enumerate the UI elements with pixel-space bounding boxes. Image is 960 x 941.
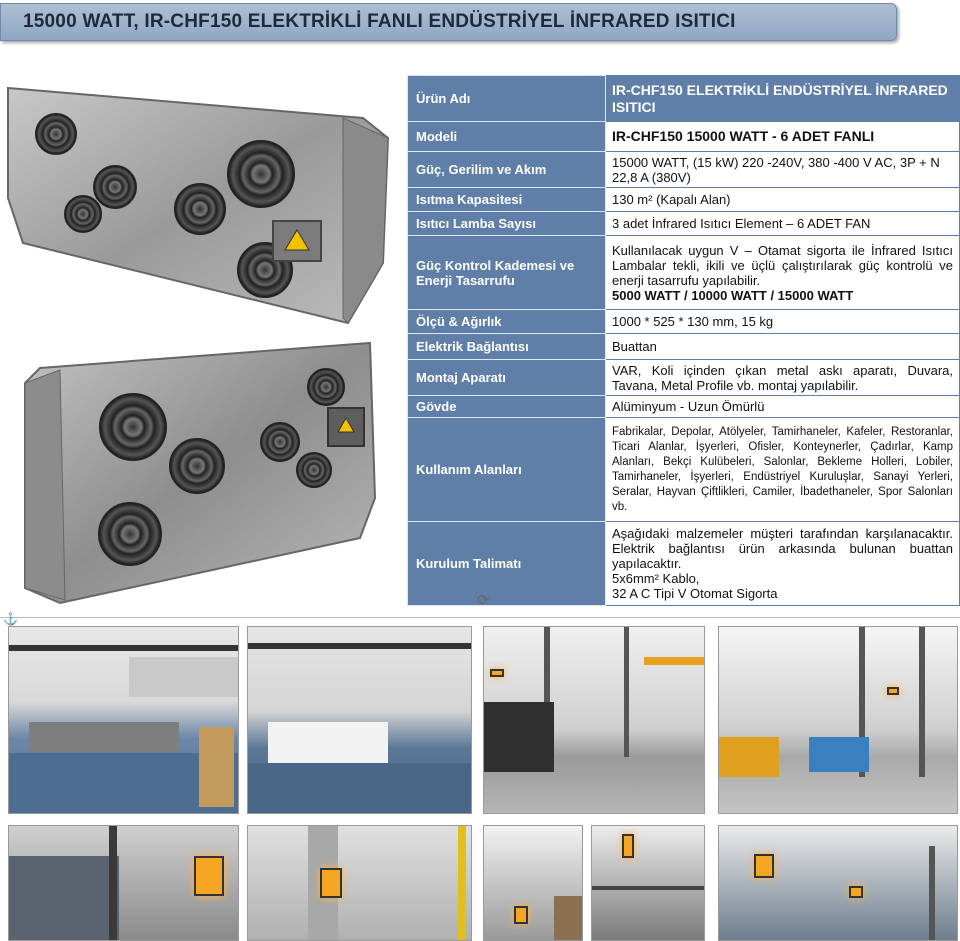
install-photo — [591, 825, 705, 941]
table-row — [408, 212, 960, 236]
row-value: VAR, Koli içinden çıkan metal askı aparatı, Duvara, Tavana, Metal Profile vb. montaj yapılabilir. — [606, 360, 960, 396]
install-photo — [483, 825, 583, 941]
product-image-top — [3, 78, 393, 328]
power-levels: 5000 WATT / 10000 WATT / 15000 WATT — [612, 287, 854, 303]
row-label: Kurulum Talimatı — [408, 522, 606, 606]
row-label: Ürün Adı — [408, 76, 606, 122]
heater-top-illustration — [3, 78, 393, 328]
heater-bottom-illustration — [20, 338, 380, 608]
install-photo — [247, 626, 472, 814]
install-text: Aşağıdaki malzemeler müşteri tarafından karşılanacaktır. Elektrik bağlantısı ürün arkasında bulunan buattan yapılacaktır. — [612, 526, 953, 571]
table-row — [408, 310, 960, 334]
install-breaker: 32 A C Tipi V Otomat Sigorta — [612, 586, 778, 601]
row-label: Montaj Aparatı — [408, 360, 606, 396]
install-photo — [8, 626, 239, 814]
row-value — [606, 522, 960, 606]
table-row — [408, 152, 960, 188]
table-row — [408, 122, 960, 152]
power-control-text: Kullanılacak uygun V – Otamat sigorta ile İnfrared Isıtıcı Lambalar tekli, ikili ve üçlü çalıştırılarak güç kontrolü ve enerji tasarrufu yapılabilir. — [612, 242, 953, 288]
row-value: IR-CHF150 15000 WATT - 6 ADET FANLI — [606, 122, 960, 152]
table-row — [408, 76, 960, 122]
row-value: 3 adet İnfrared Isıtıcı Element – 6 ADET FAN — [606, 212, 960, 236]
table-row — [408, 188, 960, 212]
anchor-icon: ⚓ — [3, 612, 18, 626]
row-value — [606, 236, 960, 310]
row-value: Alüminyum - Uzun Ömürlü — [606, 396, 960, 418]
row-label: Gövde — [408, 396, 606, 418]
row-label: Kullanım Alanları — [408, 418, 606, 522]
row-label: Modeli — [408, 122, 606, 152]
row-label: Isıtma Kapasitesi — [408, 188, 606, 212]
row-label: Güç, Gerilim ve Akım — [408, 152, 606, 188]
row-value: 1000 * 525 * 130 mm, 15 kg — [606, 310, 960, 334]
install-photo — [8, 825, 239, 941]
row-value: IR-CHF150 ELEKTRİKLİ ENDÜSTRİYEL İNFRARED ISITICI — [606, 76, 960, 122]
page-title: 15000 WATT, IR-CHF150 ELEKTRİKLİ FANLI ENDÜSTRİYEL İNFRARED ISITICI — [23, 11, 736, 32]
table-row — [408, 236, 960, 310]
spec-table — [407, 75, 960, 606]
install-photo — [718, 825, 958, 941]
row-value: Buattan — [606, 334, 960, 360]
row-value: 130 m² (Kapalı Alan) — [606, 188, 960, 212]
install-photo — [247, 825, 472, 941]
row-value: Fabrikalar, Depolar, Atölyeler, Tamirhaneler, Kafeler, Restoranlar, Ticari Alanlar, İşyerleri, Ofisler, Konteynerler, Çadırlar, Kamp Alanları, Bekçi Kulübeleri, Salonlar, Bekleme Holleri, Lobiler, Tamirhaneler, İşyerleri, Endüstriyel Kuruluşlar, Sanayi Yerleri, Seralar, Hayvan Çiftlikleri, Camiler, İbadethaneler, Spor Salonları vb. — [606, 418, 960, 522]
table-row — [408, 396, 960, 418]
row-label: Elektrik Bağlantısı — [408, 334, 606, 360]
install-photo — [483, 626, 705, 814]
row-label: Ölçü & Ağırlık — [408, 310, 606, 334]
row-label: Isıtıcı Lamba Sayısı — [408, 212, 606, 236]
table-row — [408, 418, 960, 522]
table-row — [408, 360, 960, 396]
table-row — [408, 522, 960, 606]
table-row — [408, 334, 960, 360]
install-cable: 5x6mm² Kablo, — [612, 571, 700, 586]
title-bar — [0, 3, 897, 41]
divider — [0, 617, 960, 618]
row-value: 15000 WATT, (15 kW) 220 -240V, 380 -400 V AC, 3P + N 22,8 A (380V) — [606, 152, 960, 188]
product-image-bottom — [20, 338, 380, 608]
rotate-handle-icon[interactable]: ⟳ — [477, 592, 490, 609]
row-label: Güç Kontrol Kademesi ve Enerji Tasarrufu — [408, 236, 606, 310]
install-photo — [718, 626, 958, 814]
